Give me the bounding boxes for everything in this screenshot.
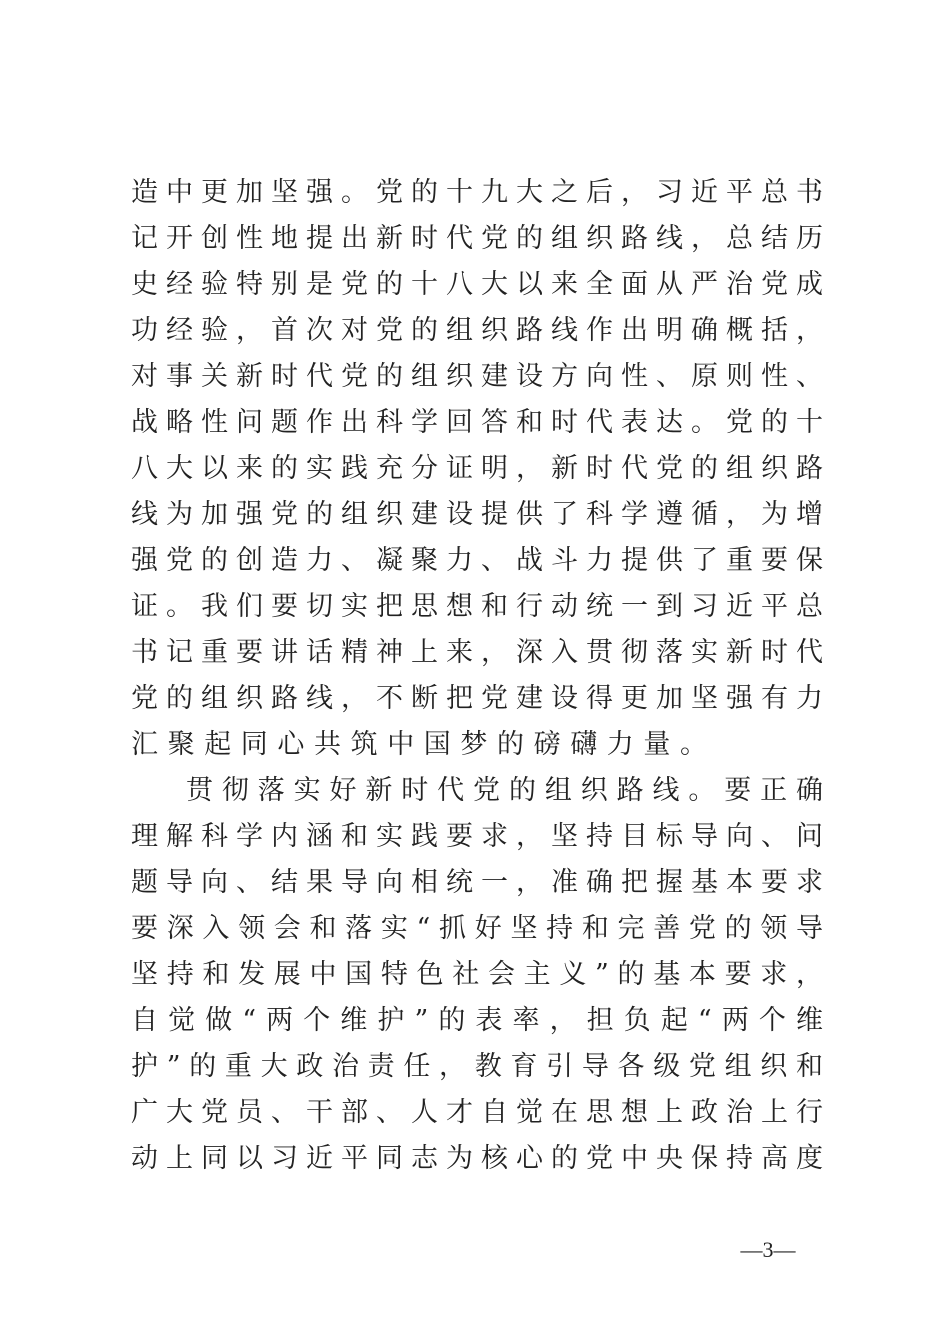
text-line: 广大党员、干部、人才自觉在思想上政治上行 [131,1097,823,1128]
text-line: 要深入领会和落实“抓好坚持和完善党的领导 [131,913,823,944]
text-line: 对事关新时代党的组织建设方向性、原则性、 [131,361,823,392]
text-line: 理解科学内涵和实践要求，坚持目标导向、问 [131,821,823,852]
text-line: 线为加强党的组织建设提供了科学遵循，为增 [131,499,823,530]
text-line: 贯彻落实好新时代党的组织路线。要正确 [186,775,823,806]
text-line: 记开创性地提出新时代党的组织路线，总结历 [131,223,823,254]
text-line: 题导向、结果导向相统一，准确把握基本要求 [131,867,823,898]
text-line: 自觉做“两个维护”的表率，担负起“两个维 [131,1005,823,1036]
text-line: 动上同以习近平同志为核心的党中央保持高度 [131,1143,823,1174]
text-line: 造中更加坚强。党的十九大之后，习近平总书 [131,177,823,208]
text-line: 史经验特别是党的十八大以来全面从严治党成 [131,269,823,300]
page-number: —3— [740,1237,796,1262]
text-line: 书记重要讲话精神上来，深入贯彻落实新时代 [131,637,823,668]
text-line: 战略性问题作出科学回答和时代表达。党的十 [131,407,823,438]
text-line: 坚持和发展中国特色社会主义”的基本要求， [131,959,823,990]
document-body [131,170,823,1182]
text-line: 功经验，首次对党的组织路线作出明确概括， [131,315,823,346]
text-line: 党的组织路线，不断把党建设得更加坚强有力 [131,683,823,714]
text-line: 证。我们要切实把思想和行动统一到习近平总 [131,591,823,622]
text-line: 八大以来的实践充分证明，新时代党的组织路 [131,453,823,484]
text-line: 护”的重大政治责任，教育引导各级党组织和 [131,1051,823,1082]
text-line: 强党的创造力、凝聚力、战斗力提供了重要保 [131,545,823,576]
text-line: 汇聚起同心共筑中国梦的磅礴力量。 [131,729,717,760]
